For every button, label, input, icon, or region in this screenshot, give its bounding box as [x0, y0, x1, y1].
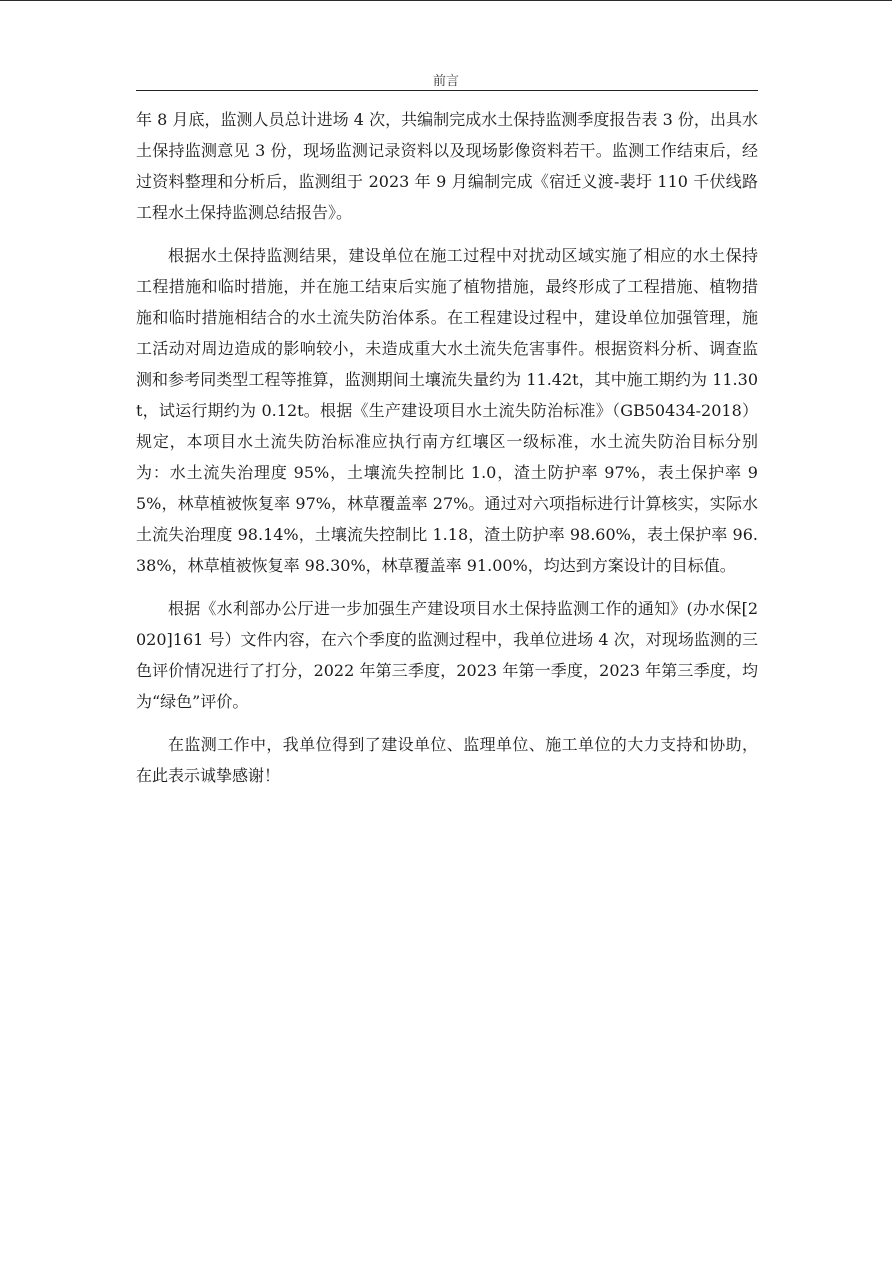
document-body: [136, 104, 758, 803]
header-rule: [136, 90, 758, 91]
paragraph-three-color-evaluation: 根据《水利部办公厅进一步加强生产建设项目水土保持监测工作的通知》(办水保[2020]161 号）文件内容，在六个季度的监测过程中，我单位进场 4 次，对现场监测的三色评价情况进行了打分，2022 年第三季度，2023 年第一季度，2023 年第三季度，均为“绿色”评价。: [136, 599, 758, 711]
paragraph-monitoring-results: 根据水土保持监测结果，建设单位在施工过程中对扰动区域实施了相应的水土保持工程措施和临时措施，并在施工结束后实施了植物措施，最终形成了工程措施、植物措施和临时措施相结合的水土流失防治体系。在工程建设过程中，建设单位加强管理，施工活动对周边造成的影响较小，未造成重大水土流失危害事件。根据资料分析、调查监测和参考同类型工程等推算，监测期间土壤流失量约为 11.42t，其中施工期约为 11.30t，试运行期约为 0.12t。根据《生产建设项目水土流失防治标准》（GB50434-2018）规定，本项目水土流失防治标准应执行南方红壤区一级标准，水土流失防治目标分别为：水土流失治理度 95%，土壤流失控制比 1.0，渣土防护率 97%，表土保护率 95%，林草植被恢复率 97%，林草覆盖率 27%。通过对六项指标进行计算核实，实际水土流失治理度 98.14%，土壤流失控制比 1.18，渣土防护率 98.60%，表土保护率 96.38%，林草植被恢复率 98.30%，林草覆盖率 91.00%，均达到方案设计的目标值。: [136, 246, 758, 575]
page-top-border: [0, 0, 892, 1]
paragraph-continuation: 年 8 月底，监测人员总计进场 4 次，共编制完成水土保持监测季度报告表 3 份，出具水土保持监测意见 3 份，现场监测记录资料以及现场影像资料若干。监测工作结束后，经过资料整理和分析后，监测组于 2023 年 9 月编制完成《宿迁义渡-裴圩 110 千伏线路工程水土保持监测总结报告》。: [136, 110, 758, 222]
page-header-title: 前言: [432, 74, 459, 89]
paragraph-acknowledgement: 在监测工作中，我单位得到了建设单位、监理单位、施工单位的大力支持和协助，在此表示诚挚感谢！: [136, 735, 758, 785]
